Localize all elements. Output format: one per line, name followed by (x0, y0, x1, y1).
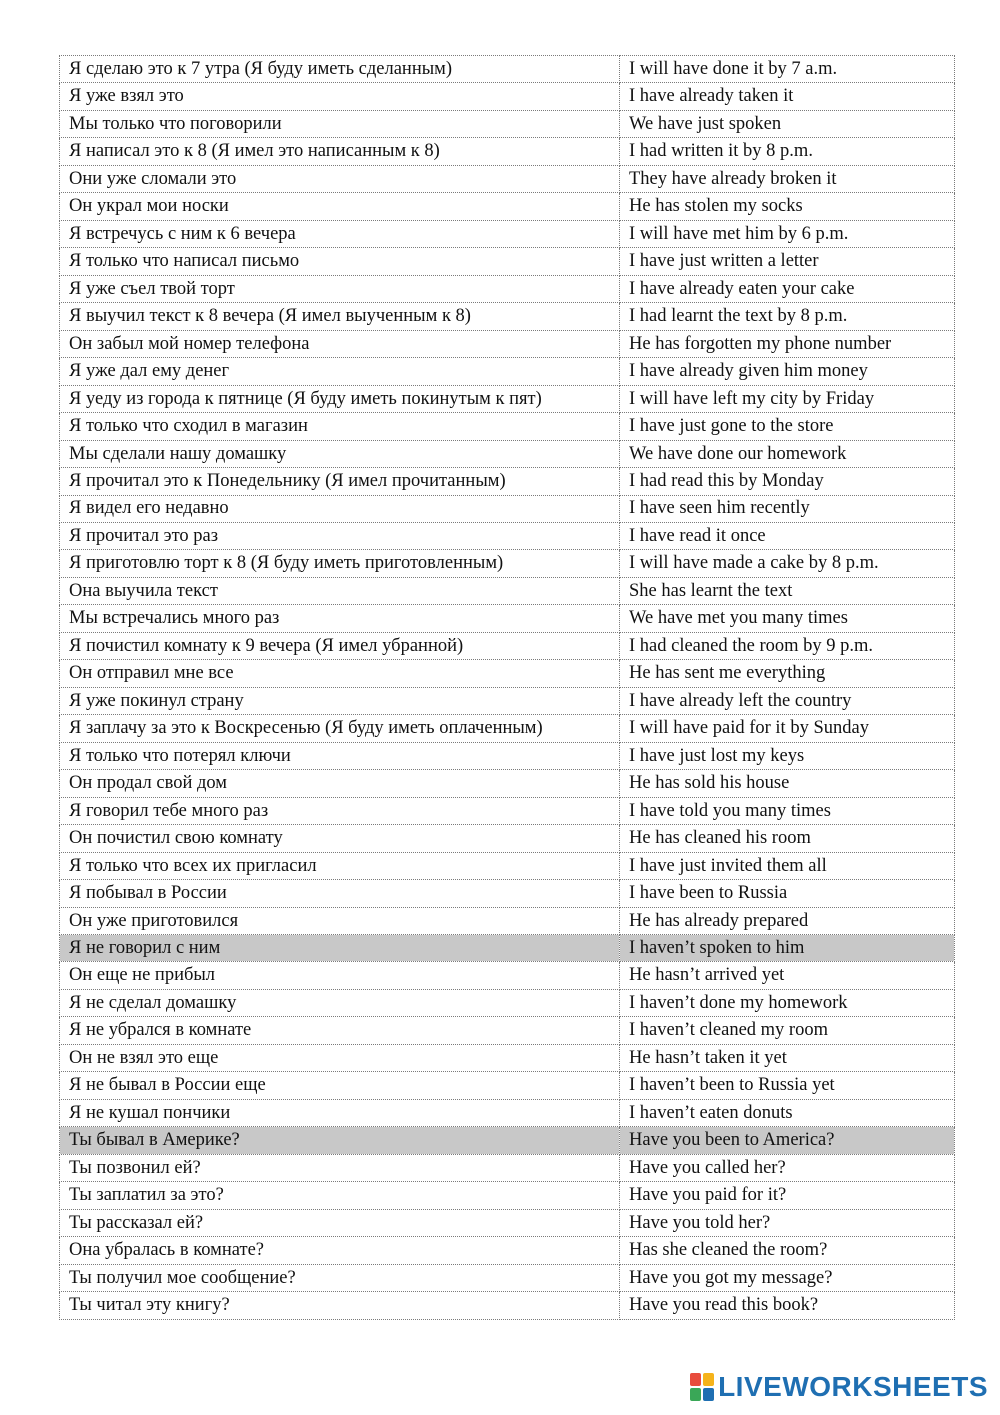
russian-cell: Мы сделали нашу домашку (60, 440, 620, 467)
table-row (60, 989, 955, 1016)
table-row (60, 1154, 955, 1181)
table-row (60, 935, 955, 962)
table-row (60, 275, 955, 302)
russian-cell: Я не кушал пончики (60, 1099, 620, 1126)
english-cell: Have you got my message? (620, 1264, 955, 1291)
russian-cell: Я встречусь с ним к 6 вечера (60, 220, 620, 247)
russian-cell: Он еще не прибыл (60, 962, 620, 989)
table-row (60, 852, 955, 879)
logo-text: LIVEWORKSHEETS (718, 1371, 988, 1402)
table-row (60, 577, 955, 604)
russian-cell: Я побывал в России (60, 880, 620, 907)
table-row (60, 413, 955, 440)
russian-cell: Я видел его недавно (60, 495, 620, 522)
english-cell: He has cleaned his room (620, 825, 955, 852)
english-cell: We have just spoken (620, 110, 955, 137)
worksheet (59, 55, 954, 1320)
table-row (60, 880, 955, 907)
table-row (60, 1017, 955, 1044)
table-row (60, 715, 955, 742)
russian-cell: Я только что потерял ключи (60, 742, 620, 769)
table-row (60, 440, 955, 467)
table-row (60, 962, 955, 989)
english-cell: I haven’t spoken to him (620, 935, 955, 962)
table-row (60, 1127, 955, 1154)
table-row (60, 1099, 955, 1126)
english-cell: I have already given him money (620, 358, 955, 385)
russian-cell: Я только что написал письмо (60, 248, 620, 275)
english-cell: I had learnt the text by 8 p.m. (620, 303, 955, 330)
russian-cell: Я уже покинул страну (60, 687, 620, 714)
english-cell: He has already prepared (620, 907, 955, 934)
table-row (60, 468, 955, 495)
english-cell: Have you told her? (620, 1209, 955, 1236)
table-row (60, 1182, 955, 1209)
russian-cell: Я уеду из города к пятнице (Я буду иметь покинутым к пят) (60, 385, 620, 412)
table-row (60, 495, 955, 522)
english-cell: I will have made a cake by 8 p.m. (620, 550, 955, 577)
table-row (60, 248, 955, 275)
russian-cell: Я говорил тебе много раз (60, 797, 620, 824)
table-row (60, 1264, 955, 1291)
english-cell: I have just gone to the store (620, 413, 955, 440)
english-cell: I have just invited them all (620, 852, 955, 879)
english-cell: I will have left my city by Friday (620, 385, 955, 412)
russian-cell: Ты получил мое сообщение? (60, 1264, 620, 1291)
russian-cell: Я не бывал в России еще (60, 1072, 620, 1099)
russian-cell: Я почистил комнату к 9 вечера (Я имел убранной) (60, 632, 620, 659)
table-row (60, 825, 955, 852)
english-cell: We have met you many times (620, 605, 955, 632)
russian-cell: Я прочитал это к Понедельнику (Я имел прочитанным) (60, 468, 620, 495)
russian-cell: Он уже приготовился (60, 907, 620, 934)
russian-cell: Он украл мои носки (60, 193, 620, 220)
english-cell: I have just lost my keys (620, 742, 955, 769)
russian-cell: Я только что всех их пригласил (60, 852, 620, 879)
english-cell: He hasn’t taken it yet (620, 1044, 955, 1071)
russian-cell: Они уже сломали это (60, 165, 620, 192)
russian-cell: Ты заплатил за это? (60, 1182, 620, 1209)
russian-cell: Я прочитал это раз (60, 522, 620, 549)
table-row (60, 770, 955, 797)
russian-cell: Ты читал эту книгу? (60, 1292, 620, 1319)
table-row (60, 1292, 955, 1319)
russian-cell: Ты рассказал ей? (60, 1209, 620, 1236)
english-cell: I haven’t been to Russia yet (620, 1072, 955, 1099)
russian-cell: Он продал свой дом (60, 770, 620, 797)
russian-cell: Я не сделал домашку (60, 989, 620, 1016)
english-cell: I had cleaned the room by 9 p.m. (620, 632, 955, 659)
russian-cell: Я выучил текст к 8 вечера (Я имел выученным к 8) (60, 303, 620, 330)
table-row (60, 138, 955, 165)
russian-cell: Я уже дал ему денег (60, 358, 620, 385)
table-body (60, 56, 955, 1320)
liveworksheets-logo[interactable] (690, 1371, 988, 1403)
russian-cell: Я не убрался в комнате (60, 1017, 620, 1044)
table-row (60, 907, 955, 934)
russian-cell: Я только что сходил в магазин (60, 413, 620, 440)
english-cell: Has she cleaned the room? (620, 1237, 955, 1264)
english-cell: He has sold his house (620, 770, 955, 797)
table-row (60, 1072, 955, 1099)
english-cell: They have already broken it (620, 165, 955, 192)
english-cell: I have seen him recently (620, 495, 955, 522)
english-cell: I will have done it by 7 a.m. (620, 56, 955, 83)
english-cell: He has forgotten my phone number (620, 330, 955, 357)
table-row (60, 303, 955, 330)
english-cell: I have already eaten your cake (620, 275, 955, 302)
table-row (60, 165, 955, 192)
table-row (60, 83, 955, 110)
table-row (60, 1044, 955, 1071)
table-row (60, 220, 955, 247)
english-cell: We have done our homework (620, 440, 955, 467)
russian-cell: Он не взял это еще (60, 1044, 620, 1071)
liveworksheets-mark-icon (690, 1373, 714, 1401)
english-cell: She has learnt the text (620, 577, 955, 604)
russian-cell: Он почистил свою комнату (60, 825, 620, 852)
english-cell: I haven’t done my homework (620, 989, 955, 1016)
table-row (60, 358, 955, 385)
translation-table (59, 55, 955, 1320)
table-row (60, 742, 955, 769)
table-row (60, 193, 955, 220)
russian-cell: Я уже съел твой торт (60, 275, 620, 302)
english-cell: I have been to Russia (620, 880, 955, 907)
english-cell: I had written it by 8 p.m. (620, 138, 955, 165)
russian-cell: Мы встречались много раз (60, 605, 620, 632)
english-cell: I have already left the country (620, 687, 955, 714)
russian-cell: Я приготовлю торт к 8 (Я буду иметь приготовленным) (60, 550, 620, 577)
english-cell: He has sent me everything (620, 660, 955, 687)
mark-square (703, 1388, 714, 1401)
table-row (60, 797, 955, 824)
english-cell: I haven’t cleaned my room (620, 1017, 955, 1044)
russian-cell: Я не говорил с ним (60, 935, 620, 962)
english-cell: Have you paid for it? (620, 1182, 955, 1209)
english-cell: Have you been to America? (620, 1127, 955, 1154)
table-row (60, 605, 955, 632)
russian-cell: Ты бывал в Америке? (60, 1127, 620, 1154)
table-row (60, 1209, 955, 1236)
russian-cell: Ты позвонил ей? (60, 1154, 620, 1181)
mark-square (690, 1388, 701, 1401)
table-row (60, 660, 955, 687)
russian-cell: Он отправил мне все (60, 660, 620, 687)
russian-cell: Она выучила текст (60, 577, 620, 604)
english-cell: I will have met him by 6 p.m. (620, 220, 955, 247)
russian-cell: Я написал это к 8 (Я имел это написанным к 8) (60, 138, 620, 165)
mark-square (690, 1373, 701, 1386)
english-cell: He hasn’t arrived yet (620, 962, 955, 989)
mark-square (703, 1373, 714, 1386)
russian-cell: Я уже взял это (60, 83, 620, 110)
english-cell: I have just written a letter (620, 248, 955, 275)
russian-cell: Она убралась в комнате? (60, 1237, 620, 1264)
russian-cell: Он забыл мой номер телефона (60, 330, 620, 357)
table-row (60, 330, 955, 357)
english-cell: Have you called her? (620, 1154, 955, 1181)
english-cell: I had read this by Monday (620, 468, 955, 495)
table-row (60, 56, 955, 83)
table-row (60, 110, 955, 137)
english-cell: I haven’t eaten donuts (620, 1099, 955, 1126)
table-row (60, 1237, 955, 1264)
english-cell: I have read it once (620, 522, 955, 549)
table-row (60, 385, 955, 412)
english-cell: Have you read this book? (620, 1292, 955, 1319)
russian-cell: Я заплачу за это к Воскресенью (Я буду иметь оплаченным) (60, 715, 620, 742)
table-row (60, 632, 955, 659)
russian-cell: Мы только что поговорили (60, 110, 620, 137)
english-cell: I have told you many times (620, 797, 955, 824)
table-row (60, 522, 955, 549)
table-row (60, 687, 955, 714)
russian-cell: Я сделаю это к 7 утра (Я буду иметь сделанным) (60, 56, 620, 83)
english-cell: I will have paid for it by Sunday (620, 715, 955, 742)
table-row (60, 550, 955, 577)
english-cell: I have already taken it (620, 83, 955, 110)
english-cell: He has stolen my socks (620, 193, 955, 220)
